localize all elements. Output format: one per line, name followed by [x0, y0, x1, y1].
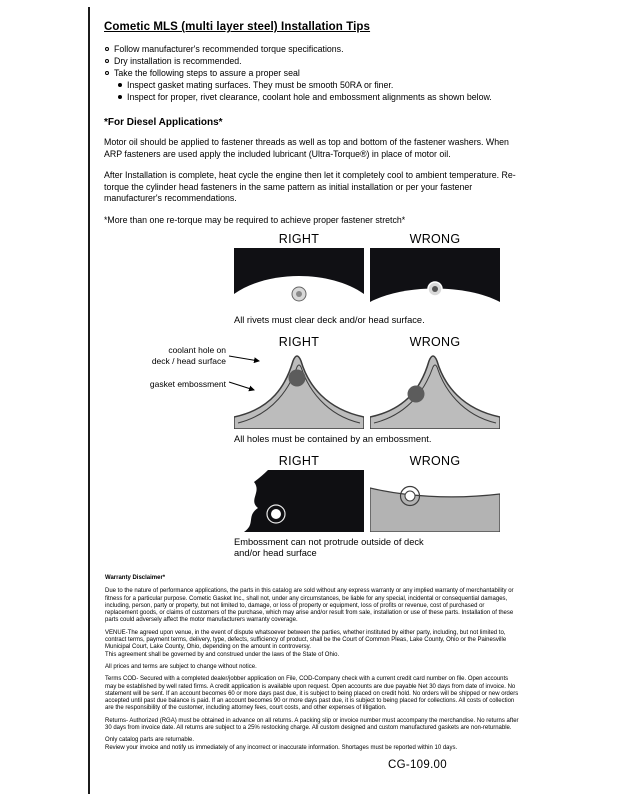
diagram-row1-caption: All rivets must clear deck and/or head surface. [234, 315, 425, 325]
coolant-hole-annotation-line2: deck / head surface [151, 355, 226, 366]
rivet-wrong-diagram [370, 248, 500, 310]
right-label: RIGHT [278, 335, 320, 349]
right-label: RIGHT [278, 232, 320, 246]
left-border-rule [88, 7, 90, 794]
gasket-embossment-annotation: gasket embossment [149, 379, 226, 389]
page-title: Cometic MLS (multi layer steel) Installation Tips [104, 21, 371, 33]
diagram-row2-caption: All holes must be contained by an embossment. [234, 434, 432, 444]
tip-sub-item [117, 79, 528, 91]
rivet-right-diagram [234, 248, 364, 310]
tip-sub-text: Inspect gasket mating surfaces. They must be smooth 50RA or finer. [127, 80, 394, 90]
wrong-label: WRONG [409, 335, 461, 349]
open-bullet-icon [105, 71, 109, 75]
wrong-label: WRONG [409, 232, 461, 246]
diagram-row3-images [234, 470, 500, 532]
legal-paragraph: Review your invoice and notify us immediately of any incorrect or inaccurate information. Shortages must be reported within 10 days. [105, 744, 458, 751]
embossment-right-diagram [234, 470, 364, 532]
legal-paragraph: Terms COD- Secured with a completed dealer/jobber application on File, COD-Company check with a current credit card number on file. Open accounts may be established by well rated firms. A credit application is available upon request. Open accounts are due payable Net 30 days from date of invoice. No statement will be sent. If an account becomes 60 or more days past due, it is subject to being placed on credit hold. No orders will be shipped or new orders accepted until past due balance is paid. If an account becomes 90 or more days past due, it is subject to being placed for collections. All costs of collection are the responsibility of the customer, including attorney fees, court costs, and other expenses of litigation. [105, 676, 519, 712]
retorque-note: *More than one re-torque may be required to achieve proper fastener stretch* [104, 214, 406, 225]
coolant-hole-annotation [110, 345, 226, 366]
legal-paragraph: Due to the nature of performance applications, the parts in this catalog are sold without any express warranty or any implied warranty of merchantability or fitness for a particular purpose. Cometic Gasket Inc., shall not, under any circumstances, be liable for any special, incidental or consequential damages, including, person, party or property, but not limited to, damage, or loss of property or equipment, loss of profits or revenue, cost of purchased or replacement goods, or claims of customers of the purchase, which may arise and/or result from sale, installation or use of these parts. Installation of these parts could adversely affect the motor manufacturers warranty coverage. [105, 588, 514, 624]
diagram-row2-images [234, 351, 500, 429]
tip-sub-item [117, 91, 528, 103]
diagram-row3-caption: Embossment can not protrude outside of deck and/or head surface [234, 537, 424, 558]
right-label: RIGHT [278, 454, 320, 468]
legal-paragraph: VENUE-The agreed upon venue, in the event of dispute whatsoever between the parties, whether instituted by either party, including, but not limited to, contract terms, payment terms, delivery, type, defects, sufficiency of product, shall be the Court of Common Pleas, Lake County, Ohio or the Painesville Municipal Court, Lake County, Ohio, depending on the amount in controversy. [105, 629, 507, 651]
tip-text: Follow manufacturer's recommended torque specifications. [114, 44, 344, 54]
diagram-row3-headers [234, 454, 500, 468]
tip-text: Take the following steps to assure a proper seal [114, 68, 300, 78]
coolant-hole-wrong-diagram [370, 351, 500, 429]
tip-item [104, 43, 528, 55]
diesel-paragraph-1: Motor oil should be applied to fastener threads as well as top and bottom of the fastener washers. When ARP fasteners are used apply the included lubricant (Ultra-Torque®) in place of motor oil. [104, 137, 509, 159]
tip-sub-text: Inspect for proper, rivet clearance, coolant hole and embossment alignments as shown below. [127, 92, 492, 102]
legal-paragraph: This agreement shall be governed by and construed under the laws of the State of Ohio. [105, 651, 340, 658]
legal-paragraph: Returns- Authorized (RGA) must be obtained in advance on all returns. A packing slip or invoice number must accompany the merchandise. No returns after 30 days from invoice date. All returns are subject to a 25% restocking charge. All custom designed and custom manufactured gaskets are non-returnable. [105, 717, 519, 732]
warranty-disclaimer-section [105, 575, 519, 757]
diagram-row1-images [234, 248, 500, 310]
legal-paragraph: All prices and terms are subject to change without notice. [105, 663, 257, 670]
tip-item [104, 67, 528, 79]
tip-item [104, 55, 528, 67]
diagram-row1-headers [234, 232, 500, 246]
coolant-hole-annotation-line1: coolant hole on [168, 345, 226, 355]
open-bullet-icon [105, 47, 109, 51]
wrong-label: WRONG [409, 454, 461, 468]
filled-bullet-icon [118, 83, 122, 87]
warranty-disclaimer-heading: Warranty Disclaimer* [105, 575, 166, 581]
catalog-page-code: CG-109.00 [388, 759, 447, 771]
filled-bullet-icon [118, 95, 122, 99]
main-content [104, 21, 528, 236]
diesel-paragraph-2: After Installation is complete, heat cycle the engine then let it completely cool to ambient temperature. Re-torque the cylinder head fasteners in the same pattern as initial installation or per your fastener manufacturer's recommendations. [104, 170, 516, 203]
legal-paragraph: Only catalog parts are returnable. [105, 737, 195, 744]
annotation-arrow-icons [228, 349, 266, 397]
embossment-wrong-diagram [370, 470, 500, 532]
open-bullet-icon [105, 59, 109, 63]
tip-text: Dry installation is recommended. [114, 56, 242, 66]
diagram-row2-headers [234, 335, 500, 349]
diagram-section [234, 232, 500, 568]
diesel-section-heading: *For Diesel Applications* [104, 117, 223, 128]
